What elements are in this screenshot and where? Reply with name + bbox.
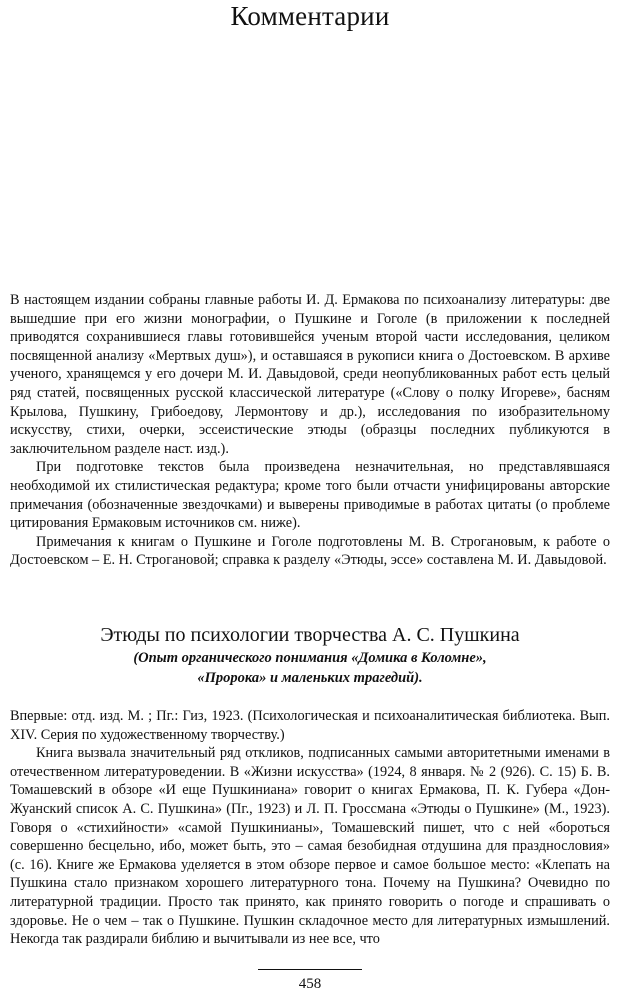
page-number: 458 — [298, 976, 322, 992]
intro-paragraph-1: В настоящем издании собраны главные работы И. Д. Ермакова по психоанализу литературы: две вышедшие при его жизни монографии, о Пушкине и Гоголе (в приложении к последней приводятся сохранившиеся главы готовившейся ученым второй части исследования, целиком посвященной анализу «Мертвых душ»), и оставшаяся в рукописи книга о Достоевском. В архиве ученого, хранящемся у его дочери М. И. Давыдовой, среди неопубликованных работ есть целый ряд статей, посвященных русской классической литературе («Слову о полку Игореве», басням Крылова, Пушкину, Грибоедову, Лермонтову и др.), исследования по изобразительному искусству, стихи, очерки, эссеистические этюды (образцы последних публикуются в заключительном разделе наст. изд.). — [10, 292, 610, 457]
section-paragraph-1: Впервые: отд. изд. М. ; Пг.: Гиз, 1923. (Психологическая и психоаналитическая библиотека. Вып. XIV. Серия по художественному творчеству.) — [10, 708, 610, 743]
section-subtitle-line-2: «Пророка» и маленьких трагедий). — [197, 670, 423, 686]
footer-rule — [258, 969, 362, 970]
section-text — [10, 707, 610, 949]
intro-paragraph-3: Примечания к книгам о Пушкине и Гоголе подготовлены М. В. Строгановым, к работе о Достоевском – Е. Н. Строгановой; справка к разделу «Этюды, эссе» составлена М. И. Давыдовой. — [10, 533, 610, 569]
page-title: Комментарии — [230, 1, 390, 31]
intro-paragraph-2: При подготовке текстов была произведена незначительная, но представлявшаяся необходимой их стилистическая редактура; кроме того были отчасти унифицированы авторские примечания (обозначенные звездочками) и выверены приводимые в работах цитаты (о проблеме цитирования Ермаковым источников см. ниже). — [10, 459, 610, 532]
section-paragraph-2: Книга вызвала значительный ряд откликов, подписанных самыми авторитетными именами в отечественном литературоведении. В «Жизни искусства» (1924, 8 января. № 2 (926). С. 15) Б. В. Томашевский в обзоре «И еще Пушкиниана» говорит о книгах Ермакова, П. К. Губера «Дон-Жуанский список А. С. Пушкина» (Пг., 1923) и Л. П. Гроссмана «Этюды о Пушкине» (М., 1923). Говоря о «стихийности» «самой Пушкинианы», Томашевский пишет, что с ней «бороться совершенно бесцельно, ибо, может быть, это – самая безобидная отдушина для празднословия» (с. 16). Книге же Ермакова уделяется в этом обзоре первое и самое большое место: «Клепать на Пушкина стало признаком хорошего литературного тона. Почему на Пушкина? Очевидно по литературной традиции. Просто так принято, как принято говорить о погоде и спрашивать о здоровье. Не о чем – так о Пушкине. Пушкин складочное место для литературных измышлений. Некогда так раздирали библию и вычитывали из нее все, что — [10, 745, 610, 948]
intro-text — [10, 291, 610, 570]
section-title: Этюды по психологии творчества А. С. Пушкина — [100, 624, 520, 646]
section-subtitle-line-1: (Опыт органического понимания «Домика в Коломне», — [133, 650, 487, 666]
section-subtitle — [0, 648, 620, 688]
